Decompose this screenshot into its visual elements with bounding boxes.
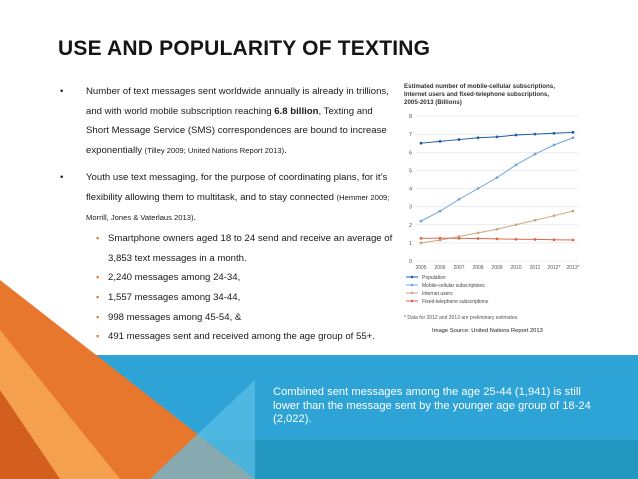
orange-bullet-icon: ▪ bbox=[96, 331, 100, 342]
legend-label: Population bbox=[422, 275, 446, 281]
sub-item-text: Smartphone owners aged 18 to 24 send and receive an average of 3,853 text messages in a month. bbox=[108, 233, 393, 264]
chart-footnote: * Data for 2012 and 2013 are preliminary estimates. bbox=[404, 315, 519, 321]
orange-bullet-icon: ▪ bbox=[96, 233, 100, 244]
orange-bullet-icon: ▪ bbox=[96, 311, 100, 322]
bullet-2 bbox=[58, 168, 398, 227]
legend-marker bbox=[411, 284, 414, 287]
y-tick-label: 4 bbox=[408, 186, 412, 193]
sub-item-text: 998 messages among 45-54, & bbox=[108, 311, 242, 323]
bullet-list bbox=[58, 82, 398, 347]
data-point bbox=[458, 198, 461, 201]
bullet-dot: • bbox=[60, 86, 64, 97]
orange-bullet-icon: ▪ bbox=[96, 291, 100, 302]
data-point bbox=[553, 238, 556, 241]
legend-marker bbox=[411, 292, 414, 295]
data-point bbox=[534, 133, 537, 136]
x-tick-label: 2011 bbox=[529, 265, 541, 271]
data-point bbox=[420, 241, 423, 244]
subscriptions-line-chart bbox=[398, 76, 584, 324]
bullet-2-end: . bbox=[193, 211, 197, 223]
sub-item-text: 2,240 messages among 24-34, bbox=[108, 272, 241, 284]
sub-item-text: 491 messages sent and received among the age group of 55+. bbox=[108, 331, 375, 343]
legend-label: Fixed-telephone subscriptions bbox=[422, 299, 489, 305]
x-tick-label: 2012* bbox=[547, 265, 561, 271]
data-point bbox=[534, 153, 537, 156]
y-tick-label: 3 bbox=[408, 204, 412, 211]
data-point bbox=[534, 238, 537, 241]
bullet-1-text: Number of text messages sent worldwide annually is already in trillions, and with world mobile subscription reaching bbox=[86, 86, 389, 117]
y-tick-label: 1 bbox=[408, 240, 412, 247]
x-tick-label: 2007 bbox=[453, 265, 465, 271]
data-point bbox=[572, 210, 575, 213]
data-point bbox=[553, 214, 556, 217]
chart-title-line-3: 2005-2013 (Billions) bbox=[404, 99, 462, 106]
y-tick-label: 8 bbox=[408, 114, 412, 120]
data-point bbox=[420, 142, 423, 145]
data-point bbox=[458, 237, 461, 240]
image-source-caption: Image Source: United Nations Report 2013 bbox=[432, 328, 543, 334]
x-tick-label: 2013* bbox=[566, 265, 580, 271]
y-tick-label: 7 bbox=[408, 132, 412, 139]
data-point bbox=[553, 144, 556, 147]
data-point bbox=[439, 237, 442, 240]
bullet-2-citation: (Hemmer 2009; Morrill, Jones & Vaterlaus 2013) bbox=[86, 192, 390, 222]
legend-marker bbox=[411, 300, 414, 303]
sub-item-1 bbox=[86, 229, 398, 268]
y-tick-label: 6 bbox=[408, 150, 412, 157]
chart-series bbox=[420, 131, 575, 244]
sub-item-2 bbox=[86, 268, 398, 288]
data-point bbox=[496, 176, 499, 179]
orange-bullet-icon: ▪ bbox=[96, 272, 100, 283]
data-point bbox=[458, 138, 461, 141]
x-tick-label: 2008 bbox=[472, 265, 484, 271]
bullet-1-end: . bbox=[284, 144, 287, 156]
data-point bbox=[477, 232, 480, 235]
slide-title: USE AND POPULARITY OF TEXTING bbox=[58, 37, 431, 60]
data-point bbox=[515, 238, 518, 241]
data-point bbox=[515, 134, 518, 137]
bullet-1-citation: (Tilley 2009; United Nations Report 2013) bbox=[144, 145, 285, 155]
data-point bbox=[439, 210, 442, 213]
chart-title bbox=[404, 83, 557, 106]
data-point bbox=[496, 228, 499, 231]
chart-title-line-2: Internet users and fixed-telephone subscriptions, bbox=[404, 91, 550, 98]
data-point bbox=[553, 132, 556, 135]
x-tick-label: 2005 bbox=[415, 265, 427, 271]
y-tick-label: 0 bbox=[408, 259, 412, 265]
data-point bbox=[496, 237, 499, 240]
bullet-1-post: , Texting and Short Message Service (SMS) correspondences are bound to increase exponentially bbox=[86, 105, 387, 156]
data-point bbox=[515, 223, 518, 226]
data-point bbox=[420, 220, 423, 223]
callout-text: Combined sent messages among the age 25-44 (1,941) is still lower than the message sent by the younger age group of 18-24 (2,022). bbox=[273, 386, 591, 426]
x-tick-label: 2010 bbox=[510, 265, 522, 271]
data-point bbox=[439, 140, 442, 143]
chart-legend bbox=[406, 275, 489, 305]
data-point bbox=[572, 239, 575, 242]
y-tick-label: 2 bbox=[408, 222, 412, 229]
chart-title-line-1: Estimated number of mobile-cellular subscriptions, bbox=[404, 83, 555, 90]
sub-item-text: 1,557 messages among 34-44, bbox=[108, 291, 241, 303]
x-tick-labels bbox=[415, 265, 579, 271]
data-point bbox=[496, 135, 499, 138]
bullet-dot: • bbox=[60, 172, 64, 184]
sub-item-5 bbox=[86, 327, 398, 347]
data-point bbox=[572, 131, 575, 134]
y-tick-label: 5 bbox=[408, 168, 412, 175]
data-point bbox=[477, 187, 480, 190]
series-line bbox=[421, 138, 573, 221]
legend-label: Internet users bbox=[422, 291, 453, 297]
bullet-2-text: Youth use text messaging, for the purpose of coordinating plans, for it’s flexibility allowing them to multitask, and to stay connected bbox=[86, 172, 388, 203]
data-point bbox=[572, 136, 575, 139]
data-point bbox=[477, 237, 480, 240]
legend-label: Mobile-cellular subscriptions bbox=[422, 283, 485, 289]
data-point bbox=[477, 136, 480, 139]
data-point bbox=[515, 164, 518, 167]
x-tick-label: 2009 bbox=[491, 265, 503, 271]
data-point bbox=[534, 219, 537, 222]
legend-marker bbox=[411, 276, 414, 279]
bullet-1-bold: 6.8 billion bbox=[274, 105, 319, 117]
sub-item-4 bbox=[86, 308, 398, 328]
data-point bbox=[420, 237, 423, 240]
sub-item-3 bbox=[86, 288, 398, 308]
x-tick-label: 2006 bbox=[434, 265, 446, 271]
bullet-1 bbox=[58, 82, 398, 160]
